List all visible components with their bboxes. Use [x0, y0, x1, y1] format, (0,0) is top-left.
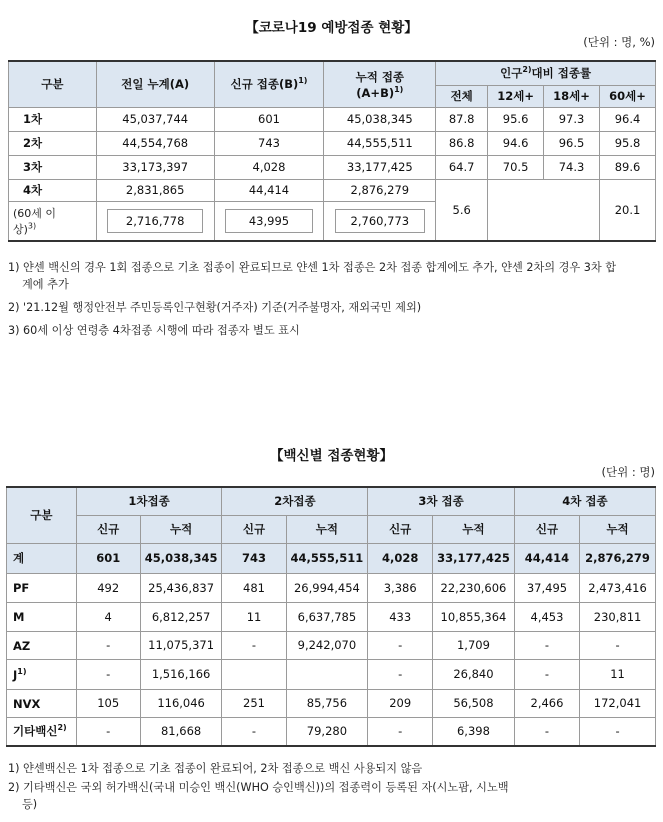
cell-cum: 2,876,279: [324, 179, 436, 201]
cell-cum: 26,840: [433, 659, 515, 689]
cell-new: -: [222, 717, 286, 746]
cell-prev: 2,831,865: [96, 179, 214, 201]
footnote: 등): [22, 798, 38, 811]
row-label: PF: [7, 573, 77, 602]
vaccination-status-table: [8, 60, 656, 242]
cell-cum: 10,855,364: [433, 602, 515, 631]
row-label: 1차: [9, 107, 97, 131]
cell-cum: 11,075,371: [140, 631, 222, 659]
table-row: [7, 659, 656, 689]
cell-cum: [286, 659, 368, 689]
section2-title: 【백신별 접종현황】: [270, 448, 393, 464]
cell-new: 433: [368, 602, 433, 631]
header-cum: 누적: [580, 515, 656, 543]
row-label: 2차: [9, 131, 97, 155]
cell-cum: 45,038,345: [140, 543, 222, 573]
cell-new: 44,414: [514, 543, 579, 573]
cell-new: 4,028: [368, 543, 433, 573]
cell-cum: 9,242,070: [286, 631, 368, 659]
cell-new: 2,466: [514, 689, 579, 717]
cell-cum: 6,812,257: [140, 602, 222, 631]
cell-new: 4: [76, 602, 140, 631]
header-dose1: 1차접종: [76, 487, 222, 515]
cell-cum: 79,280: [286, 717, 368, 746]
cell-new: -: [76, 631, 140, 659]
header-cum: 누적: [286, 515, 368, 543]
table-row: [9, 131, 656, 155]
cell-new: 105: [76, 689, 140, 717]
cell-new: 4,453: [514, 602, 579, 631]
footnote: 1) 얀센 백신의 경우 1회 접종으로 기초 접종이 완료되므로 얀센 1차 접종은 2차 접종 합계에도 추가, 얀센 2차의 경우 3차 합: [8, 261, 617, 274]
table-row: [9, 179, 656, 201]
cell-new: 601: [76, 543, 140, 573]
row-label: 3차: [9, 155, 97, 179]
cell-new: -: [222, 631, 286, 659]
cell-a18: 74.3: [544, 155, 600, 179]
cell-cum: 85,756: [286, 689, 368, 717]
footnote: 1) 얀센백신은 1차 접종으로 기초 접종이 완료되어, 2차 접종으로 백신 사용되지 않음: [8, 762, 423, 775]
cell-a60: 89.6: [600, 155, 656, 179]
cell-a12: 94.6: [488, 131, 544, 155]
table-row: [7, 631, 656, 659]
cell-a60: 95.8: [600, 131, 656, 155]
cell-prev: 45,037,744: [96, 107, 214, 131]
cell-cum: 2,876,279: [580, 543, 656, 573]
cell-new: 3,386: [368, 573, 433, 602]
cell-total: 64.7: [436, 155, 488, 179]
section1-title: 【코로나19 예방접종 현황】: [245, 20, 418, 36]
cell-cum: 11: [580, 659, 656, 689]
cell-total: 86.8: [436, 131, 488, 155]
cell-cum: -: [580, 631, 656, 659]
row-label: M: [7, 602, 77, 631]
row-label: NVX: [7, 689, 77, 717]
cell-cum: 44,555,511: [286, 543, 368, 573]
header-new: 신규: [514, 515, 579, 543]
table-row: [7, 573, 656, 602]
table-row: [7, 602, 656, 631]
footnote: 3) 60세 이상 연령층 4차접종 시행에 따라 접종자 별도 표시: [8, 324, 300, 337]
cell-empty: [488, 179, 600, 241]
cell-cum: 116,046: [140, 689, 222, 717]
cell-cum: 25,436,837: [140, 573, 222, 602]
cell-new: 481: [222, 573, 286, 602]
table-row: [7, 717, 656, 746]
cell-cum: 1,709: [433, 631, 515, 659]
section2-footnotes: [8, 760, 658, 813]
header-cumulative: 누적 접종 $(A+B)^{1)}$: [324, 61, 436, 107]
row-label: $J^{1)}$: [7, 659, 77, 689]
cell-new: 492: [76, 573, 140, 602]
cell-a60: 96.4: [600, 107, 656, 131]
section1-footnotes: [8, 259, 658, 339]
section2-unit: (단위 : 명): [601, 465, 655, 479]
cell-a12: 95.6: [488, 107, 544, 131]
row-label: AZ: [7, 631, 77, 659]
cell-new: 4,028: [214, 155, 324, 179]
cell-new: 251: [222, 689, 286, 717]
cell-new: -: [514, 717, 579, 746]
cell-new: 601: [214, 107, 324, 131]
cell-cum: 81,668: [140, 717, 222, 746]
cell-prev: 33,173,397: [96, 155, 214, 179]
row-label: 계: [7, 543, 77, 573]
cell-cum: 33,177,425: [324, 155, 436, 179]
header-dose3: 3차 접종: [368, 487, 515, 515]
cell-cum: 2,760,773: [324, 201, 436, 241]
cell-cum: -: [580, 717, 656, 746]
header-category: 구분: [9, 61, 97, 107]
cell-new: 743: [214, 131, 324, 155]
cell-cum: 26,994,454: [286, 573, 368, 602]
footnote: 계에 추가: [22, 278, 69, 291]
cell-new: 44,414: [214, 179, 324, 201]
cell-a60: 20.1: [600, 179, 656, 241]
vaccine-rows: [7, 543, 656, 746]
cell-cum: 6,637,785: [286, 602, 368, 631]
header-dose4: 4차 접종: [514, 487, 655, 515]
header-new: 신규: [76, 515, 140, 543]
cell-new: 37,495: [514, 573, 579, 602]
cell-a12: 70.5: [488, 155, 544, 179]
cell-cum: 22,230,606: [433, 573, 515, 602]
cell-new: -: [514, 631, 579, 659]
header-new-shots: 신규 접종$(B)^{1)}$: [214, 61, 324, 107]
cell-total: 5.6: [436, 179, 488, 241]
cell-new: 43,995: [214, 201, 324, 241]
cell-cum: 44,555,511: [324, 131, 436, 155]
cell-cum: 1,516,166: [140, 659, 222, 689]
cell-new: -: [368, 631, 433, 659]
header-category: 구분: [7, 487, 77, 543]
cell-new: -: [514, 659, 579, 689]
header-cum: 누적: [433, 515, 515, 543]
table-row: [9, 107, 656, 131]
row-label: 기타백신$^{2)}$: [7, 717, 77, 746]
footnote: 2) '21.12월 행정안전부 주민등록인구현황(거주자) 기준(거주불명자, 재외국민 제외): [8, 301, 422, 314]
section1-unit: (단위 : 명, %): [583, 35, 655, 49]
cell-new: -: [76, 659, 140, 689]
cell-new: -: [76, 717, 140, 746]
header-dose2: 2차접종: [222, 487, 368, 515]
header-age12: 12세+: [488, 85, 544, 107]
header-new: 신규: [222, 515, 286, 543]
cell-a18: 97.3: [544, 107, 600, 131]
cell-cum: 33,177,425: [433, 543, 515, 573]
cell-cum: 230,811: [580, 602, 656, 631]
row-sub-label: (60세 이 상)$^{3)}$: [9, 201, 97, 241]
header-new: 신규: [368, 515, 433, 543]
cell-new: 743: [222, 543, 286, 573]
header-prev-cum: 전일 누계(A): [96, 61, 214, 107]
header-age18: 18세+: [544, 85, 600, 107]
table-row: [7, 689, 656, 717]
header-population-rate: 인구$^{2)}$대비 접종률: [436, 61, 656, 85]
cell-new: 11: [222, 602, 286, 631]
cell-a18: 96.5: [544, 131, 600, 155]
cell-total: 87.8: [436, 107, 488, 131]
cell-cum: 6,398: [433, 717, 515, 746]
cell-cum: 45,038,345: [324, 107, 436, 131]
header-cum: 누적: [140, 515, 222, 543]
vaccine-type-table: [6, 486, 656, 747]
table-row: [9, 155, 656, 179]
cell-new: [222, 659, 286, 689]
cell-new: -: [368, 659, 433, 689]
header-age60: 60세+: [600, 85, 656, 107]
cell-new: 209: [368, 689, 433, 717]
cell-cum: 56,508: [433, 689, 515, 717]
cell-cum: 172,041: [580, 689, 656, 717]
cell-cum: 2,473,416: [580, 573, 656, 602]
row-label: 4차: [9, 179, 97, 201]
cell-prev: 44,554,768: [96, 131, 214, 155]
table-row: [7, 543, 656, 573]
cell-new: -: [368, 717, 433, 746]
footnote: 2) 기타백신은 국외 허가백신(국내 미승인 백신(WHO 승인백신))의 접종력이 등록된 자(시노팜, 시노백: [8, 781, 509, 794]
cell-prev: 2,716,778: [96, 201, 214, 241]
header-total: 전체: [436, 85, 488, 107]
